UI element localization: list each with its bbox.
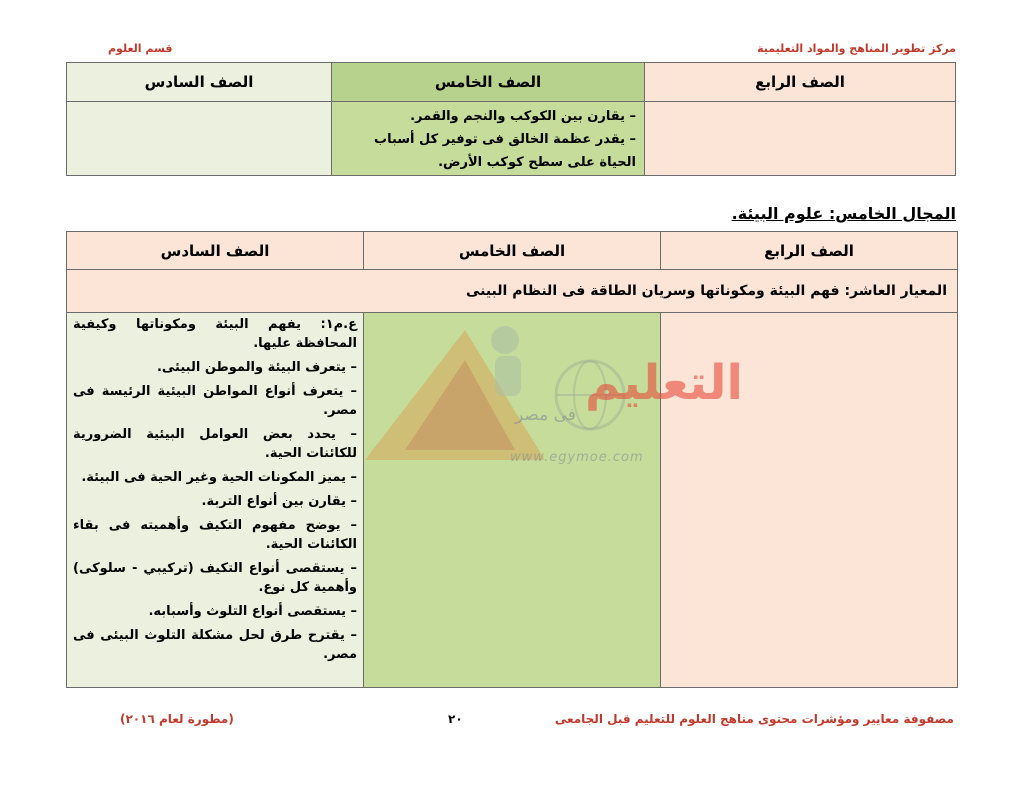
top-grade5-line: – يقدر عظمة الخالق فى توفير كل أسباب الحياة على سطح كوكب الأرض. (374, 132, 636, 170)
top-grade5-cell (332, 102, 645, 176)
list-item: – يقارن بين أنواع التربة. (201, 494, 357, 509)
top-grade5-line: – يقارن بين الكوكب والنجم والقمر. (410, 109, 636, 124)
list-item: – يقترح طرق لحل مشكلة التلوث البيئى فى مصر. (73, 628, 357, 662)
grade6-cell (67, 313, 364, 688)
header-center-name: مركز تطوير المناهج والمواد التعليمية (757, 42, 956, 55)
watermark-sub: فى مصر (515, 405, 576, 425)
grade6-list (67, 313, 363, 664)
top-grade4-cell (645, 102, 956, 176)
col-grade4-header: الصف الرابع (661, 232, 958, 270)
domain-title: المجال الخامس: علوم البيئة. (731, 204, 956, 223)
col-grade5-header: الصف الخامس (364, 232, 661, 270)
page-number: ٢٠ (448, 712, 463, 726)
list-item: – يميز المكونات الحية وغير الحية فى البيئة. (81, 470, 357, 485)
watermark-url: www.egymoe.com (510, 450, 644, 465)
col-grade6-header: الصف السادس (67, 232, 364, 270)
list-item: – يستقصى أنواع التكيف (تركيبي - سلوكى) وأهمية كل نوع. (73, 561, 357, 595)
watermark-main: التعليم (585, 355, 743, 411)
top-grade6-cell (67, 102, 332, 176)
list-item: – يتعرف أنواع المواطن البيئية الرئيسة فى مصر. (73, 384, 357, 418)
header-department: قسم العلوم (108, 42, 173, 55)
list-item: ع.م١: يفهم البيئة ومكوناتها وكيفية المحافظة عليها. (73, 317, 357, 351)
list-item: – يستقصى أنواع التلوث وأسبابه. (148, 604, 357, 619)
footer-title: مصفوفة معايير ومؤشرات محتوى مناهج العلوم للتعليم قبل الجامعى (554, 712, 954, 726)
col-grade5-header: الصف الخامس (332, 63, 645, 102)
footer-edition: (مطورة لعام ٢٠١٦) (120, 712, 234, 726)
list-item: – يوضح مفهوم التكيف وأهميته فى بقاء الكائنات الحية. (73, 518, 357, 552)
standard-row: المعيار العاشر: فهم البيئة ومكوناتها وسريان الطاقة فى النظام البينى (67, 270, 958, 313)
col-grade6-header: الصف السادس (67, 63, 332, 102)
col-grade4-header: الصف الرابع (645, 63, 956, 102)
top-table (66, 62, 956, 176)
list-item: – يحدد بعض العوامل البيئية الضرورية للكائنات الحية. (73, 427, 357, 461)
list-item: – يتعرف البيئة والموطن البيئى. (156, 360, 357, 375)
